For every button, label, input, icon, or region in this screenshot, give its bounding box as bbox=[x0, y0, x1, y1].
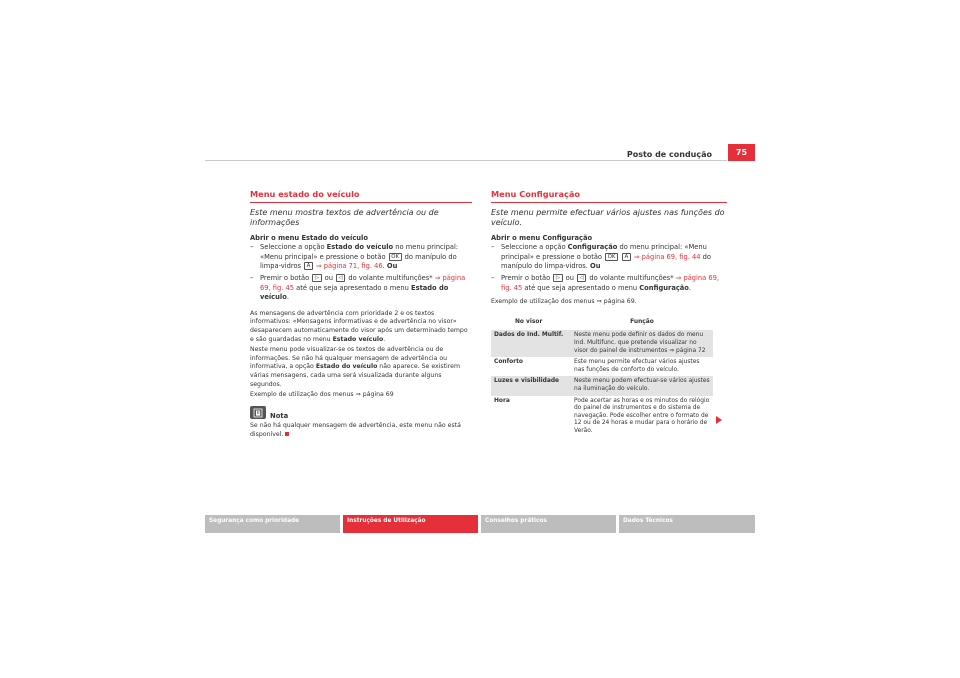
prev-key-icon: ◁ bbox=[577, 274, 586, 282]
step-2: – Premir o botão ▷ ou ◁ do volante multifunções* ⇒ página 69, fig. 45 até que seja apresentado o menu Configuração. bbox=[491, 273, 720, 292]
table-row: Conforto Este menu permite efectuar vários ajustes nas funções de conforto do veículo. bbox=[494, 359, 700, 373]
next-key-icon: ▷ bbox=[553, 274, 562, 282]
footer-tab-safety[interactable]: Segurança como prioridade bbox=[205, 515, 340, 533]
left-column bbox=[250, 190, 472, 439]
note-block bbox=[250, 406, 472, 421]
section-subtitle: Este menu mostra textos de advertência ou de informações bbox=[250, 207, 439, 227]
section-title-rule bbox=[250, 202, 472, 203]
table-row: Hora Pode acertar as horas e os minutos do relógio do painel de instrumentos e do sistema de navegação. Pode escolher entre o formato de 12 ou de 24 horas e mudar para o horário de Verão. bbox=[494, 397, 710, 434]
ok-key-icon: OK bbox=[605, 253, 618, 261]
prev-key-icon: ◁ bbox=[336, 274, 345, 282]
right-column bbox=[491, 190, 727, 437]
note-icon bbox=[250, 406, 266, 419]
header-divider bbox=[205, 160, 727, 161]
open-menu-heading: Abrir o menu Estado do veículo bbox=[250, 233, 368, 242]
section-title-rule bbox=[491, 202, 727, 203]
paragraph-1: As mensagens de advertência com prioridade 2 e os textos informativos: «Mensagens informativas e de advertência no visor» desaparecem automaticamente do visor após um determinado tempo e são guardadas no menu Estado veículo. bbox=[250, 309, 468, 343]
step-1: – Seleccione a opção Estado do veículo no menu principal: «Menu principal» e pressione o botão OK do manípulo do limpa-vidros A ⇒ página 71, fig. 46. Ou bbox=[250, 243, 459, 271]
page-number: 75 bbox=[728, 144, 755, 161]
continue-arrow-icon bbox=[716, 416, 722, 424]
page-link[interactable]: ⇒ página 69, fig. 44 bbox=[633, 252, 701, 261]
footer-tab-advice[interactable]: Conselhos práticos bbox=[481, 515, 616, 533]
section-title-vehicle-status: Menu estado do veículo bbox=[250, 189, 360, 199]
paragraph-2: Neste menu pode visualizar-se os textos de advertência ou de informações. Se não há qualquer mensagem de advertência ou informativa, a opção Estado do veículo não aparece. Se existirem várias mensagens, cada uma será visualizada durante alguns segundos. bbox=[250, 346, 461, 388]
step-1: – Seleccione a opção Configuração do menu principal: «Menu principal» e pressione o botão OK A ⇒ página 69, fig. 44 do manípulo do limpa-vidros. Ou bbox=[491, 243, 711, 271]
table-header-row bbox=[491, 317, 713, 331]
running-header-title: Posto de condução bbox=[626, 150, 712, 159]
note-label: Nota bbox=[270, 411, 289, 420]
ok-key-icon: OK bbox=[389, 253, 402, 261]
footer-tab-technical-data[interactable]: Dados Técnicos bbox=[619, 515, 755, 533]
open-menu-heading: Abrir o menu Configuração bbox=[491, 233, 593, 242]
page-link[interactable]: ⇒ página 69, fig. 45 bbox=[501, 273, 720, 292]
page-link[interactable]: ⇒ página 69, fig. 45 bbox=[260, 273, 466, 292]
section-title-configuration: Menu Configuração bbox=[491, 189, 580, 199]
table-row: Dados do Ind. Multif. Neste menu pode definir os dados do menu Ind. Multifunc. que pretende visualizar no visor do painel de instrumentos ⇒ página 72 bbox=[491, 330, 713, 357]
example-reference: Exemplo de utilização dos menus ⇒ página 69. bbox=[491, 298, 637, 306]
next-key-icon: ▷ bbox=[312, 274, 321, 282]
page-link[interactable]: ⇒ página 71, fig. 46 bbox=[316, 262, 383, 271]
step-2: – Premir o botão ▷ ou ◁ do volante multifunções* ⇒ página 69, fig. 45 até que seja apresentado o menu Estado do veículo. bbox=[250, 273, 466, 302]
table-header-display: No visor bbox=[515, 318, 543, 325]
table-header-function: Função bbox=[630, 318, 654, 325]
note-text: Se não há qualquer mensagem de advertência, este menu não está disponível. bbox=[250, 422, 461, 438]
functions-table bbox=[491, 317, 713, 438]
paragraph-3: Exemplo de utilização dos menus ⇒ página 69 bbox=[250, 391, 394, 399]
table-row: Luzes e visibilidade Neste menu podem efectuar-se vários ajustes na iluminação do veículo. bbox=[491, 376, 713, 395]
section-subtitle: Este menu permite efectuar vários ajustes nas funções do veículo. bbox=[491, 207, 725, 227]
footer-tab-instructions[interactable]: Instruções de Utilização bbox=[343, 515, 478, 533]
a-key-icon: A bbox=[622, 253, 631, 261]
a-key-icon: A bbox=[304, 262, 313, 270]
end-of-section-icon bbox=[285, 432, 289, 436]
